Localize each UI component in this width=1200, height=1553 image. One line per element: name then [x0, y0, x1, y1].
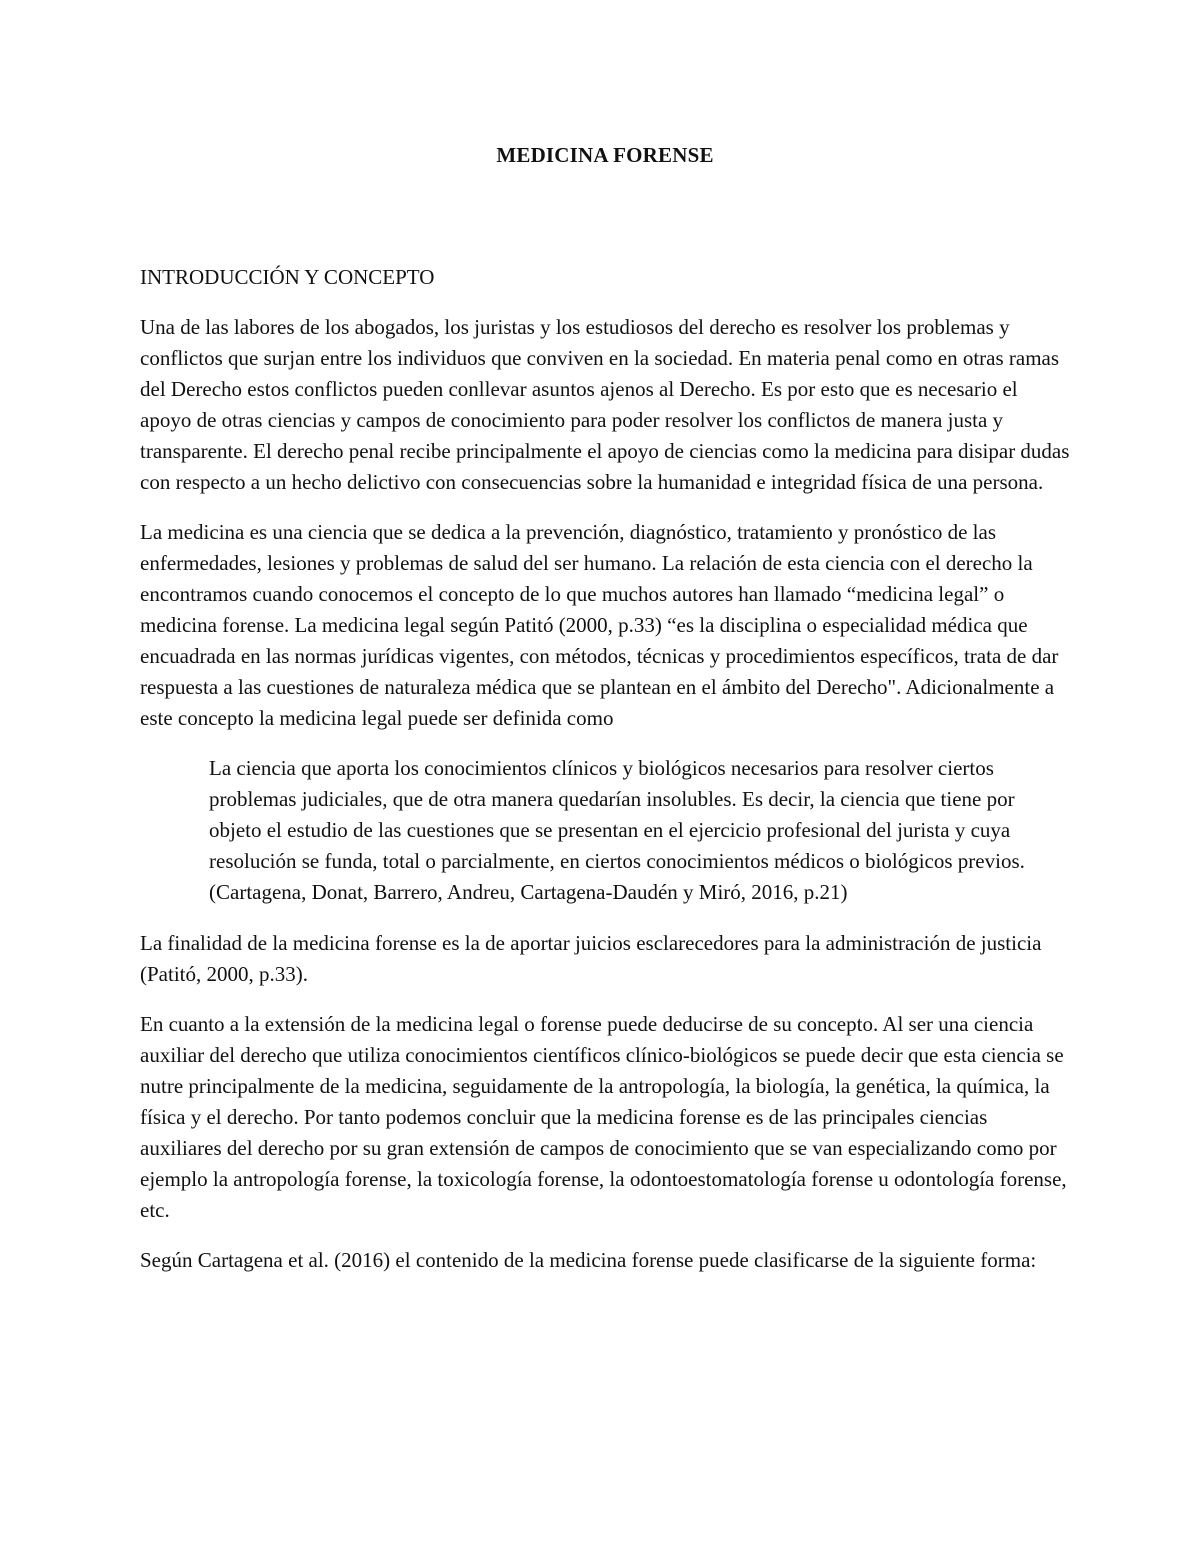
paragraph-classification: Según Cartagena et al. (2016) el contenido de la medicina forense puede clasificarse de la siguiente forma:: [140, 1248, 1037, 1272]
paragraph-purpose: La finalidad de la medicina forense es la de aportar juicios esclarecedores para la administración de justicia (Patitó, 2000, p.33).: [140, 931, 1042, 986]
document-body: [140, 140, 1070, 1295]
block-quote: La ciencia que aporta los conocimientos clínicos y biológicos necesarios para resolver ciertos problemas judiciales, que de otra manera quedarían insolubles. Es decir, la ciencia que tiene por objeto el estudio de las cuestiones que se presentan en el ejercicio profesional del jurista y cuya resolución se funda, total o parcialmente, en ciertos conocimientos médicos o biológicos previos. (Cartagena, Donat, Barrero, Andreu, Cartagena-Daudén y Miró, 2016, p.21): [209, 756, 1025, 904]
document-title: MEDICINA FORENSE: [496, 143, 714, 167]
paragraph-intro: Una de las labores de los abogados, los juristas y los estudiosos del derecho es resolver los problemas y conflictos que surjan entre los individuos que conviven en la sociedad. En materia penal como en otras ramas del Derecho estos conflictos pueden conllevar asuntos ajenos al Derecho. Es por esto que es necesario el apoyo de otras ciencias y campos de conocimiento para poder resolver los conflictos de manera justa y transparente. El derecho penal recibe principalmente el apoyo de ciencias como la medicina para disipar dudas con respecto a un hecho delictivo con consecuencias sobre la humanidad e integridad física de una persona.: [140, 315, 1070, 494]
paragraph-definition: La medicina es una ciencia que se dedica a la prevención, diagnóstico, tratamiento y pronóstico de las enfermedades, lesiones y problemas de salud del ser humano. La relación de esta ciencia con el derecho la encontramos cuando conocemos el concepto de lo que muchos autores han llamado “medicina legal” o medicina forense. La medicina legal según Patitó (2000, p.33) “es la disciplina o especialidad médica que encuadrada en las normas jurídicas vigentes, con métodos, técnicas y procedimientos específicos, trata de dar respuesta a las cuestiones de naturaleza médica que se plantean en el ámbito del Derecho". Adicionalmente a este concepto la medicina legal puede ser definida como: [140, 520, 1059, 730]
section-heading: INTRODUCCIÓN Y CONCEPTO: [140, 265, 435, 289]
paragraph-extension: En cuanto a la extensión de la medicina legal o forense puede deducirse de su concepto. Al ser una ciencia auxiliar del derecho que utiliza conocimientos científicos clínico-biológicos se puede decir que esta ciencia se nutre principalmente de la medicina, seguidamente de la antropología, la biología, la genética, la química, la física y el derecho. Por tanto podemos concluir que la medicina forense es de las principales ciencias auxiliares del derecho por su gran extensión de campos de conocimiento que se van especializando como por ejemplo la antropología forense, la toxicología forense, la odontoestomatología forense u odontología forense, etc.: [140, 1012, 1067, 1222]
